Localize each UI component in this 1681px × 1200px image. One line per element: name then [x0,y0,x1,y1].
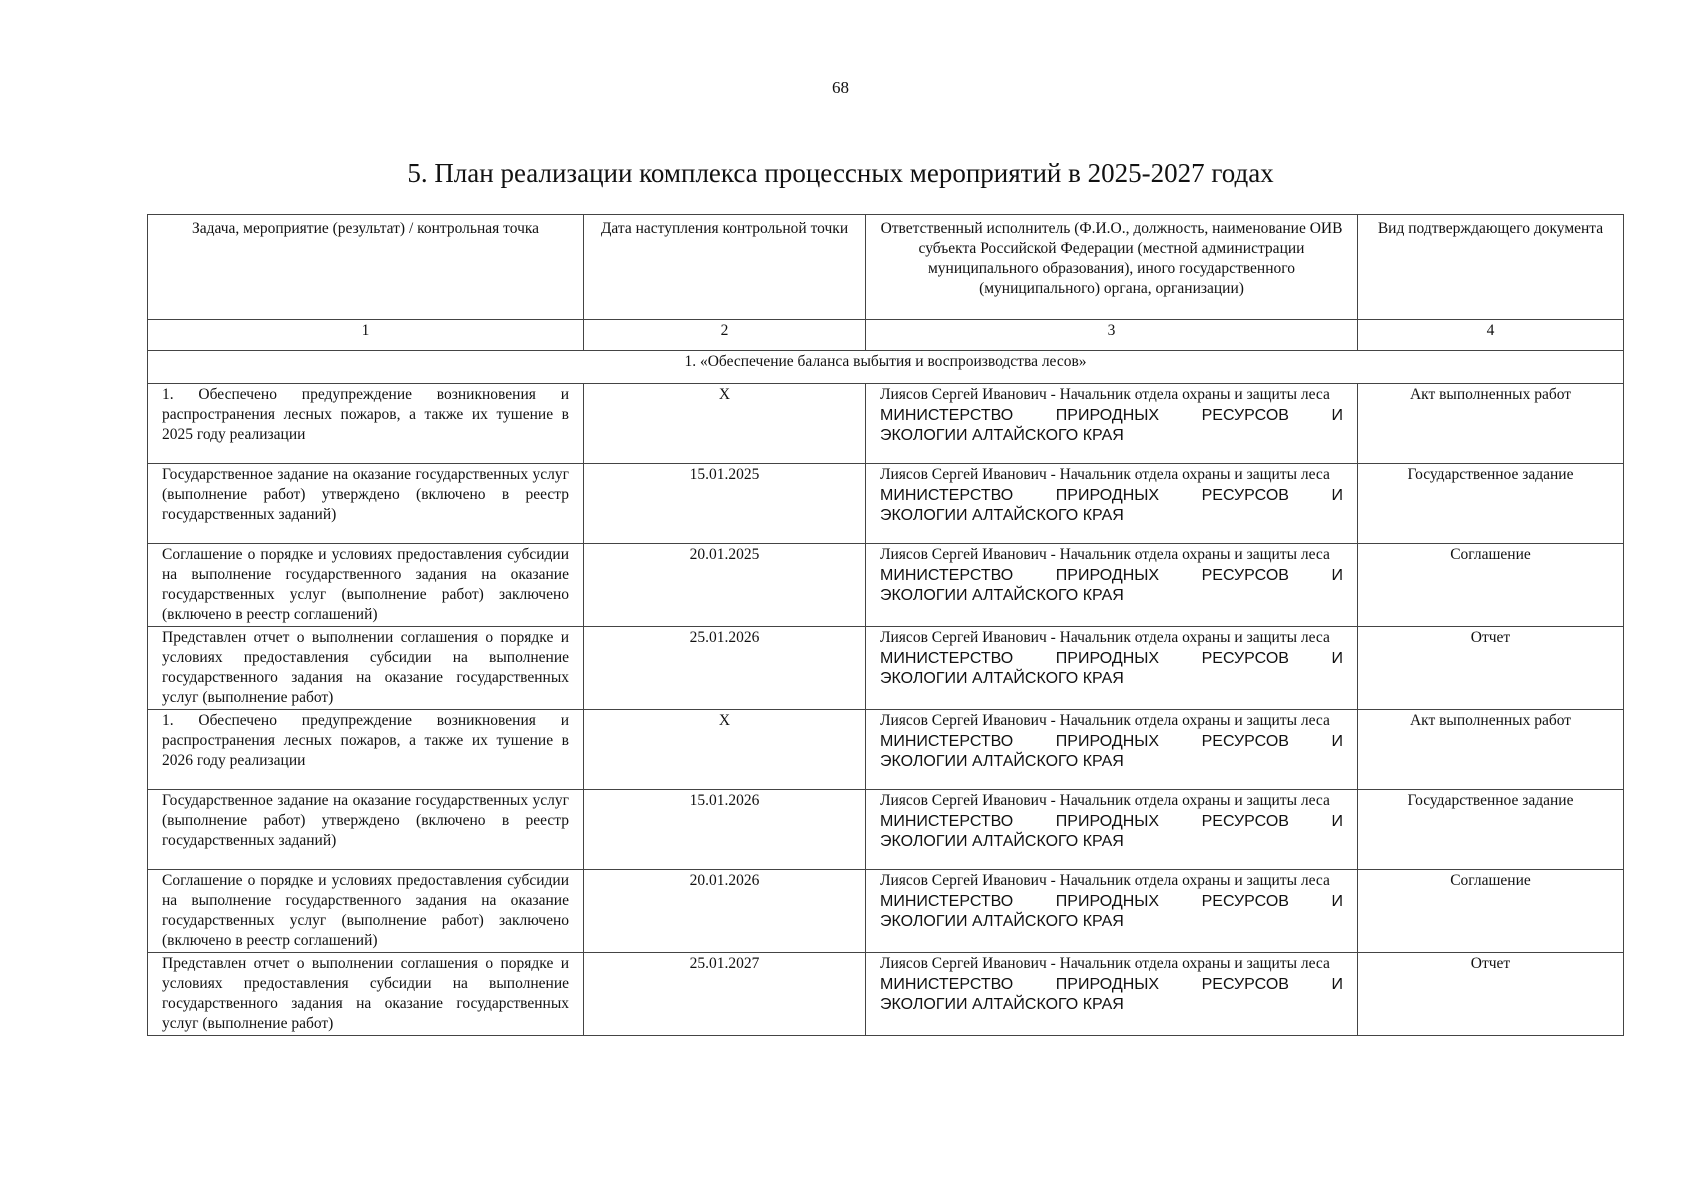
date-cell: X [584,384,866,464]
table-row [148,710,1624,790]
responsible-person: Лиясов Сергей Иванович - Начальник отдела охраны и защиты леса [880,955,1330,972]
ministry-region: ЭКОЛОГИИ АЛТАЙСКОГО КРАЯ [880,913,1124,930]
responsible-cell [866,870,1358,953]
ministry-region: ЭКОЛОГИИ АЛТАЙСКОГО КРАЯ [880,996,1124,1013]
date-cell: 20.01.2026 [584,870,866,953]
column-number: 1 [148,320,584,351]
task-cell: Представлен отчет о выполнении соглашения о порядке и условиях предоставления субсидии на выполнение государственного задания на оказание государственных услуг (выполнение работ) [148,627,584,710]
ministry-name: МИНИСТЕРСТВО ПРИРОДНЫХ РЕСУРСОВ И [880,567,1343,584]
document-type-cell: Акт выполненных работ [1358,384,1624,464]
ministry-region: ЭКОЛОГИИ АЛТАЙСКОГО КРАЯ [880,833,1124,850]
responsible-person: Лиясов Сергей Иванович - Начальник отдела охраны и защиты леса [880,792,1330,809]
ministry-region: ЭКОЛОГИИ АЛТАЙСКОГО КРАЯ [880,670,1124,687]
ministry-region: ЭКОЛОГИИ АЛТАЙСКОГО КРАЯ [880,587,1124,604]
responsible-person: Лиясов Сергей Иванович - Начальник отдела охраны и защиты леса [880,466,1330,483]
document-type-cell: Государственное задание [1358,464,1624,544]
table-row [148,870,1624,953]
table-row [148,464,1624,544]
responsible-cell [866,384,1358,464]
task-cell: Государственное задание на оказание государственных услуг (выполнение работ) утверждено (включено в реестр государственных заданий) [148,790,584,870]
column-number: 4 [1358,320,1624,351]
document-type-cell: Соглашение [1358,544,1624,627]
ministry-name: МИНИСТЕРСТВО ПРИРОДНЫХ РЕСУРСОВ И [880,813,1343,830]
table-row [148,953,1624,1036]
header-responsible: Ответственный исполнитель (Ф.И.О., должность, наименование ОИВ субъекта Российской Федерации (местной администрации муниципального образования), иного государственного (муниципального) органа, организации) [866,215,1358,320]
table-row [148,627,1624,710]
section-row [148,351,1624,384]
task-cell: Соглашение о порядке и условиях предоставления субсидии на выполнение государственного задания на оказание государственных услуг (выполнение работ) заключено (включено в реестр соглашений) [148,544,584,627]
document-type-cell: Отчет [1358,627,1624,710]
ministry-name: МИНИСТЕРСТВО ПРИРОДНЫХ РЕСУРСОВ И [880,407,1343,424]
date-cell: 20.01.2025 [584,544,866,627]
ministry-name: МИНИСТЕРСТВО ПРИРОДНЫХ РЕСУРСОВ И [880,976,1343,993]
ministry-name: МИНИСТЕРСТВО ПРИРОДНЫХ РЕСУРСОВ И [880,733,1343,750]
header-date: Дата наступления контрольной точки [584,215,866,320]
task-cell: Государственное задание на оказание государственных услуг (выполнение работ) утверждено (включено в реестр государственных заданий) [148,464,584,544]
date-cell: X [584,710,866,790]
date-cell: 15.01.2025 [584,464,866,544]
table-row [148,790,1624,870]
responsible-cell [866,953,1358,1036]
ministry-region: ЭКОЛОГИИ АЛТАЙСКОГО КРАЯ [880,427,1124,444]
header-task: Задача, мероприятие (результат) / контрольная точка [148,215,584,320]
ministry-name: МИНИСТЕРСТВО ПРИРОДНЫХ РЕСУРСОВ И [880,893,1343,910]
table-row [148,544,1624,627]
document-title: 5. План реализации комплекса процессных мероприятий в 2025-2027 годах [407,158,1274,188]
column-number: 2 [584,320,866,351]
ministry-region: ЭКОЛОГИИ АЛТАЙСКОГО КРАЯ [880,753,1124,770]
date-cell: 25.01.2027 [584,953,866,1036]
responsible-person: Лиясов Сергей Иванович - Начальник отдела охраны и защиты леса [880,629,1330,646]
responsible-cell [866,627,1358,710]
responsible-person: Лиясов Сергей Иванович - Начальник отдела охраны и защиты леса [880,712,1330,729]
table-row [148,384,1624,464]
column-number-row [148,320,1624,351]
header-row [148,215,1624,320]
ministry-name: МИНИСТЕРСТВО ПРИРОДНЫХ РЕСУРСОВ И [880,650,1343,667]
responsible-cell [866,710,1358,790]
document-type-cell: Отчет [1358,953,1624,1036]
ministry-region: ЭКОЛОГИИ АЛТАЙСКОГО КРАЯ [880,507,1124,524]
task-cell: 1. Обеспечено предупреждение возникновения и распространения лесных пожаров, а также их тушение в 2026 году реализации [148,710,584,790]
document-type-cell: Акт выполненных работ [1358,710,1624,790]
task-cell: Соглашение о порядке и условиях предоставления субсидии на выполнение государственного задания на оказание государственных услуг (выполнение работ) заключено (включено в реестр соглашений) [148,870,584,953]
ministry-name: МИНИСТЕРСТВО ПРИРОДНЫХ РЕСУРСОВ И [880,487,1343,504]
document-type-cell: Соглашение [1358,870,1624,953]
date-cell: 15.01.2026 [584,790,866,870]
document-type-cell: Государственное задание [1358,790,1624,870]
responsible-person: Лиясов Сергей Иванович - Начальник отдела охраны и защиты леса [880,872,1330,889]
responsible-cell [866,790,1358,870]
responsible-cell [866,464,1358,544]
header-document: Вид подтверждающего документа [1358,215,1624,320]
plan-table [147,214,1624,1036]
task-cell: Представлен отчет о выполнении соглашения о порядке и условиях предоставления субсидии на выполнение государственного задания на оказание государственных услуг (выполнение работ) [148,953,584,1036]
page-number: 68 [832,78,849,97]
column-number: 3 [866,320,1358,351]
task-cell: 1. Обеспечено предупреждение возникновения и распространения лесных пожаров, а также их тушение в 2025 году реализации [148,384,584,464]
section-title: 1. «Обеспечение баланса выбытия и воспроизводства лесов» [148,351,1624,384]
responsible-person: Лиясов Сергей Иванович - Начальник отдела охраны и защиты леса [880,386,1330,403]
responsible-cell [866,544,1358,627]
responsible-person: Лиясов Сергей Иванович - Начальник отдела охраны и защиты леса [880,546,1330,563]
date-cell: 25.01.2026 [584,627,866,710]
